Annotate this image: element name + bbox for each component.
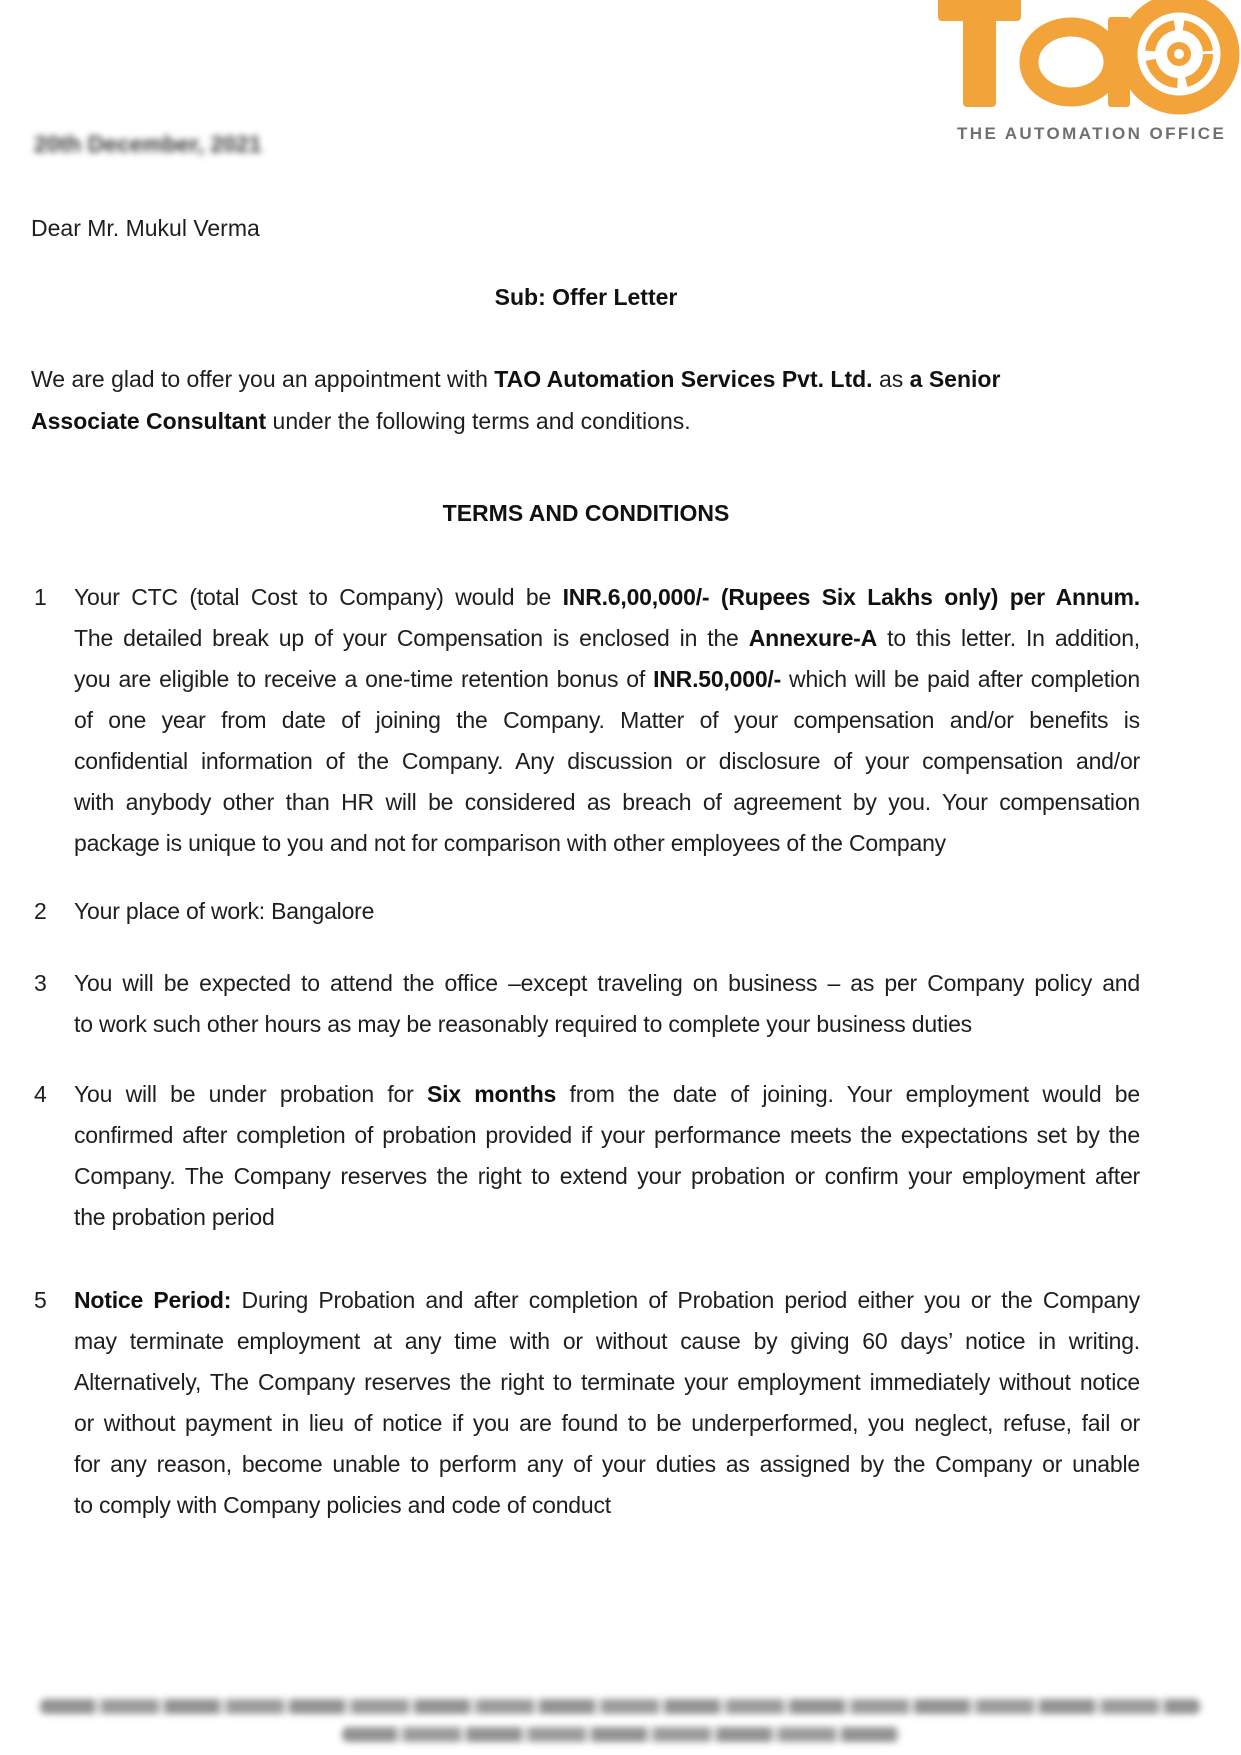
text-run: Your place of work: Bangalore	[74, 898, 375, 924]
text-run: under the following terms and conditions.	[266, 408, 691, 434]
term-text	[74, 1280, 1140, 1526]
text-run: to this letter. In addition,	[877, 625, 1140, 651]
text-run: We are glad to offer you an appointment with	[31, 366, 495, 392]
bold-text-run: a Senior	[909, 366, 1001, 392]
text-run: or without payment in lieu of notice if you are found to be underperformed, you neglect, refuse, fail or	[74, 1410, 1140, 1436]
term-line	[74, 1485, 1140, 1526]
term-number: 2	[34, 898, 47, 924]
text-run: you are eligible to receive a one-time retention bonus of	[74, 666, 654, 692]
text-run: as	[872, 366, 910, 392]
term-line	[74, 1280, 1140, 1321]
term-line	[74, 1403, 1140, 1444]
term-line	[74, 618, 1140, 659]
text-run: During Probation and after completion of Probation period either you or the Company	[231, 1287, 1140, 1313]
term-line	[74, 700, 1140, 741]
logo-tagline: THE AUTOMATION OFFICE	[957, 124, 1227, 143]
term-text	[74, 1074, 1140, 1238]
term-line	[74, 782, 1140, 823]
term-line	[74, 1156, 1140, 1197]
text-run: to work such other hours as may be reasonably required to complete your business duties	[74, 1011, 972, 1037]
term-line	[74, 1197, 1140, 1238]
text-run: to comply with Company policies and code of conduct	[74, 1492, 611, 1518]
term-line	[74, 577, 1140, 618]
term-text	[74, 963, 1140, 1045]
bold-text-run: INR.6,00,000/- (Rupees Six Lakhs only) per Annum.	[562, 584, 1140, 610]
text-run: You will be expected to attend the office –except traveling on business – as per Company policy and	[74, 970, 1140, 996]
bold-text-run: TAO Automation Services Pvt. Ltd.	[494, 366, 873, 392]
text-run: package is unique to you and not for comparison with other employees of the Company	[74, 830, 946, 856]
text-run: with anybody other than HR will be considered as breach of agreement by you. Your compensation	[74, 789, 1140, 815]
text-run: confidential information of the Company. Any discussion or disclosure of your compensation and/or	[74, 748, 1140, 774]
term-number: 3	[34, 970, 47, 996]
term-number: 1	[34, 584, 47, 610]
letter-date-redacted: 20th December, 2021	[34, 131, 262, 157]
text-run: for any reason, become unable to perform any of your duties as assigned by the Company or unable	[74, 1451, 1140, 1477]
term-line	[74, 823, 1140, 864]
salutation: Dear Mr. Mukul Verma	[31, 215, 260, 241]
term-line	[74, 963, 1140, 1004]
redacted-line	[342, 1727, 900, 1742]
text-run: Alternatively, The Company reserves the right to terminate your employment immediately without notice	[74, 1369, 1140, 1395]
text-run: Your CTC (total Cost to Company) would be	[74, 584, 563, 610]
term-line	[74, 1444, 1140, 1485]
text-run: The detailed break up of your Compensation is enclosed in the	[74, 625, 749, 651]
term-line	[74, 1362, 1140, 1403]
text-run: the probation period	[74, 1204, 275, 1230]
text-run: may terminate employment at any time with or without cause by giving 60 days’ notice in writing.	[74, 1328, 1140, 1354]
text-run: from the date of joining. Your employment would be	[556, 1081, 1140, 1107]
bold-text-run: Notice Period:	[74, 1287, 232, 1313]
text-run: of one year from date of joining the Company. Matter of your compensation and/or benefits is	[74, 707, 1140, 733]
bold-text-run: Six months	[427, 1081, 557, 1107]
text-run: You will be under probation for	[74, 1081, 427, 1107]
term-number: 5	[34, 1287, 47, 1313]
term-line	[74, 1074, 1140, 1115]
bold-text-run: Annexure-A	[748, 625, 878, 651]
term-line	[74, 891, 1140, 932]
redacted-line	[40, 1699, 1200, 1714]
term-line	[74, 1004, 1140, 1045]
term-line	[74, 741, 1140, 782]
term-line	[74, 659, 1140, 700]
text-run: confirmed after completion of probation provided if your performance meets the expectations set by the	[74, 1122, 1140, 1148]
bold-text-run: INR.50,000/-	[653, 666, 782, 692]
text-run: Company. The Company reserves the right to extend your probation or confirm your employment after	[74, 1163, 1140, 1189]
term-text	[74, 891, 1140, 932]
bold-text-run: Associate Consultant	[31, 408, 267, 434]
subject-line: Sub: Offer Letter	[494, 284, 678, 310]
term-text	[74, 577, 1140, 864]
terms-heading: TERMS AND CONDITIONS	[442, 500, 730, 526]
term-number: 4	[34, 1081, 47, 1107]
text-run: which will be paid after completion	[781, 666, 1140, 692]
term-line	[74, 1321, 1140, 1362]
term-line	[74, 1115, 1140, 1156]
